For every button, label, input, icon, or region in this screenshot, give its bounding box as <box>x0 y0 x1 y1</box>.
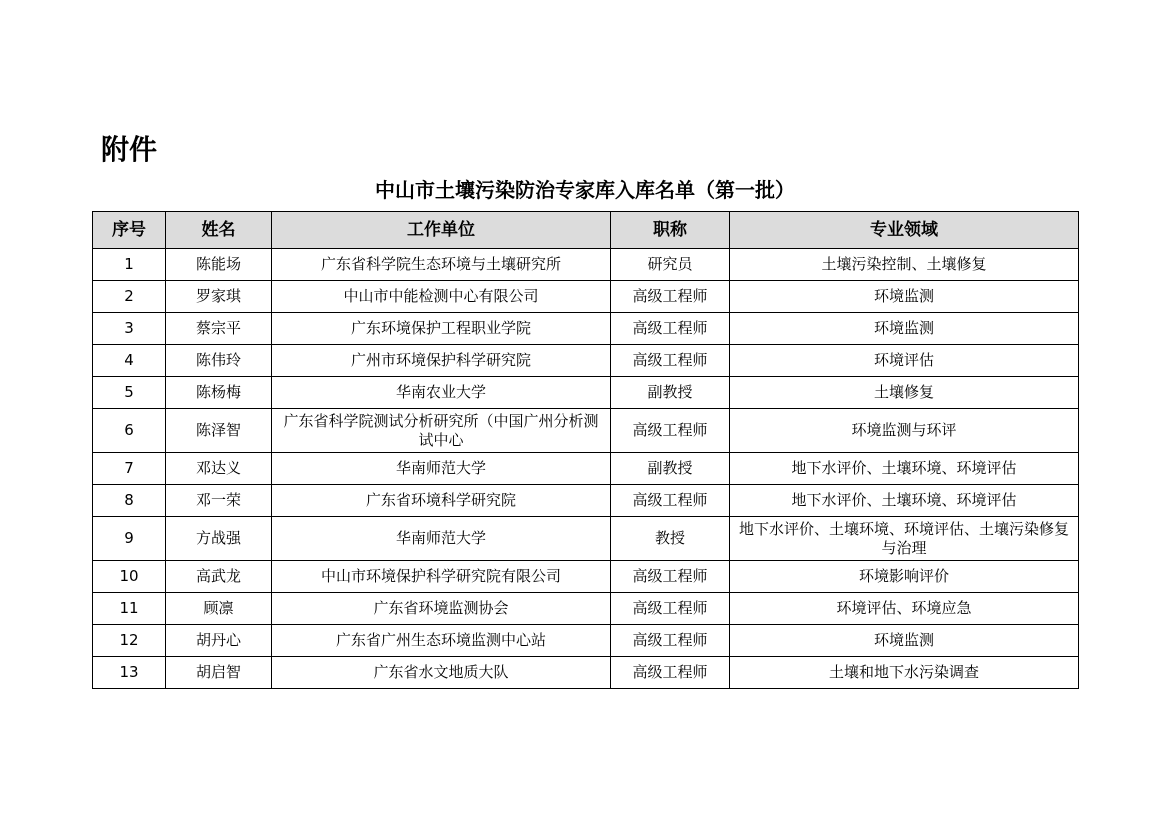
cell-unit: 广东省环境科学研究院 <box>272 485 611 517</box>
header-unit: 工作单位 <box>272 212 611 249</box>
cell-title: 高级工程师 <box>611 281 730 313</box>
table-row <box>93 281 1079 313</box>
cell-name: 罗家琪 <box>166 281 272 313</box>
cell-name: 邓达义 <box>166 453 272 485</box>
cell-title: 高级工程师 <box>611 593 730 625</box>
cell-no: 7 <box>93 453 166 485</box>
cell-unit: 广东省水文地质大队 <box>272 657 611 689</box>
cell-unit: 华南农业大学 <box>272 377 611 409</box>
document-title: 中山市土壤污染防治专家库入库名单（第一批） <box>375 178 795 202</box>
cell-title: 高级工程师 <box>611 409 730 453</box>
cell-title: 高级工程师 <box>611 561 730 593</box>
cell-name: 陈能场 <box>166 249 272 281</box>
cell-field: 环境评估 <box>730 345 1079 377</box>
header-title: 职称 <box>611 212 730 249</box>
cell-unit: 广东省科学院测试分析研究所（中国广州分析测试中心 <box>272 409 611 453</box>
table-row <box>93 377 1079 409</box>
table-row <box>93 453 1079 485</box>
table-row <box>93 485 1079 517</box>
cell-no: 11 <box>93 593 166 625</box>
cell-field: 地下水评价、土壤环境、环境评估 <box>730 485 1079 517</box>
cell-title: 高级工程师 <box>611 345 730 377</box>
cell-no: 1 <box>93 249 166 281</box>
header-field: 专业领域 <box>730 212 1079 249</box>
header-no: 序号 <box>93 212 166 249</box>
cell-unit: 广东环境保护工程职业学院 <box>272 313 611 345</box>
cell-unit: 华南师范大学 <box>272 453 611 485</box>
cell-name: 陈杨梅 <box>166 377 272 409</box>
table-row <box>93 593 1079 625</box>
cell-no: 9 <box>93 517 166 561</box>
table-header <box>93 212 1079 249</box>
cell-field: 地下水评价、土壤环境、环境评估 <box>730 453 1079 485</box>
cell-unit: 华南师范大学 <box>272 517 611 561</box>
cell-no: 3 <box>93 313 166 345</box>
table-row <box>93 561 1079 593</box>
table-row <box>93 409 1079 453</box>
cell-no: 12 <box>93 625 166 657</box>
cell-name: 胡启智 <box>166 657 272 689</box>
cell-title: 教授 <box>611 517 730 561</box>
cell-unit: 广东省广州生态环境监测中心站 <box>272 625 611 657</box>
cell-no: 8 <box>93 485 166 517</box>
cell-name: 顾凛 <box>166 593 272 625</box>
cell-field: 环境监测 <box>730 313 1079 345</box>
cell-field: 土壤修复 <box>730 377 1079 409</box>
cell-title: 研究员 <box>611 249 730 281</box>
cell-field: 土壤污染控制、土壤修复 <box>730 249 1079 281</box>
cell-field: 环境监测 <box>730 625 1079 657</box>
cell-name: 蔡宗平 <box>166 313 272 345</box>
cell-title: 高级工程师 <box>611 625 730 657</box>
cell-no: 13 <box>93 657 166 689</box>
cell-name: 方战强 <box>166 517 272 561</box>
cell-unit: 广东省科学院生态环境与土壤研究所 <box>272 249 611 281</box>
cell-title: 高级工程师 <box>611 657 730 689</box>
cell-name: 邓一荣 <box>166 485 272 517</box>
cell-name: 陈泽智 <box>166 409 272 453</box>
cell-unit: 广州市环境保护科学研究院 <box>272 345 611 377</box>
cell-no: 2 <box>93 281 166 313</box>
table-row <box>93 345 1079 377</box>
cell-field: 环境监测与环评 <box>730 409 1079 453</box>
cell-title: 副教授 <box>611 453 730 485</box>
cell-title: 副教授 <box>611 377 730 409</box>
table-row <box>93 657 1079 689</box>
header-name: 姓名 <box>166 212 272 249</box>
cell-name: 高武龙 <box>166 561 272 593</box>
cell-name: 陈伟玲 <box>166 345 272 377</box>
cell-name: 胡丹心 <box>166 625 272 657</box>
cell-unit: 广东省环境监测协会 <box>272 593 611 625</box>
cell-title: 高级工程师 <box>611 313 730 345</box>
table-row <box>93 313 1079 345</box>
cell-no: 4 <box>93 345 166 377</box>
attachment-label: 附件 <box>101 133 158 166</box>
cell-no: 5 <box>93 377 166 409</box>
cell-unit: 中山市环境保护科学研究院有限公司 <box>272 561 611 593</box>
table-row <box>93 517 1079 561</box>
cell-no: 10 <box>93 561 166 593</box>
expert-table <box>92 211 1079 689</box>
cell-field: 土壤和地下水污染调查 <box>730 657 1079 689</box>
cell-field: 环境监测 <box>730 281 1079 313</box>
cell-title: 高级工程师 <box>611 485 730 517</box>
cell-field: 环境影响评价 <box>730 561 1079 593</box>
cell-field: 地下水评价、土壤环境、环境评估、土壤污染修复与治理 <box>730 517 1079 561</box>
table-row <box>93 249 1079 281</box>
table-row <box>93 625 1079 657</box>
cell-no: 6 <box>93 409 166 453</box>
cell-unit: 中山市中能检测中心有限公司 <box>272 281 611 313</box>
cell-field: 环境评估、环境应急 <box>730 593 1079 625</box>
